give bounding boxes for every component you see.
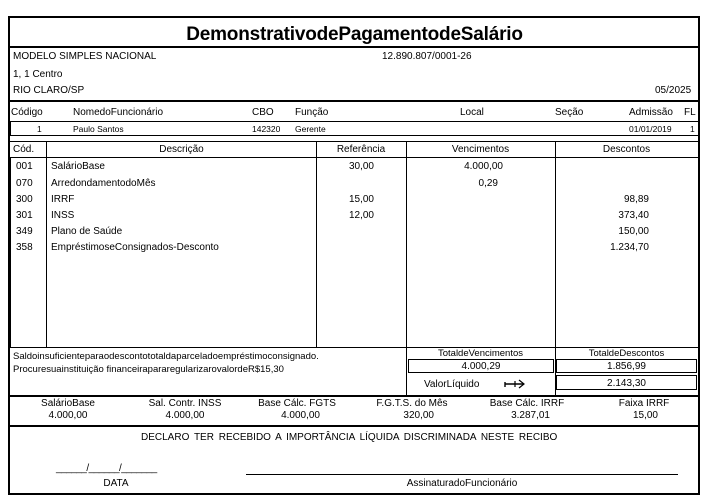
base-value: 4.000,00 (281, 410, 320, 421)
item-descricao: EmpréstimoseConsignados-Desconto (51, 242, 219, 253)
col-nome: NomedoFuncionário (73, 107, 164, 118)
items-header-line (8, 157, 700, 158)
grid-divider (46, 141, 47, 347)
base-label: F.G.T.S. do Mês (376, 398, 448, 409)
item-vencimentos: 0,29 (478, 178, 498, 189)
item-referencia: 30,00 (348, 161, 374, 172)
item-cod: 301 (16, 210, 33, 221)
employee-funcao: Gerente (295, 124, 326, 134)
item-cod: 070 (16, 178, 33, 189)
item-descricao: ArredondamentodoMês (51, 178, 156, 189)
items-top-line (8, 141, 700, 142)
signature-line (246, 474, 678, 475)
col-secao: Seção (555, 107, 584, 118)
item-cod: 349 (16, 226, 33, 237)
base-label: Sal. Contr. INSS (148, 398, 222, 409)
base-label: Faixa IRRF (618, 398, 670, 409)
item-descricao: SalárioBase (51, 161, 105, 172)
employee-codigo: 1 (37, 124, 42, 134)
date-label: DATA (103, 478, 129, 489)
total-descontos-label: TotaldeDescontos (588, 348, 665, 359)
employee-fl: 1 (690, 124, 695, 134)
base-value: 320,00 (403, 410, 434, 421)
employer-name: MODELO SIMPLES NACIONAL (13, 51, 157, 62)
declaration-text: DECLARO TER RECEBIDO A IMPORTÂNCIA LÍQUIDA DISCRIMINADA NESTE RECIBO (141, 432, 558, 443)
employee-nome: Paulo Santos (73, 124, 124, 134)
col-fl: FL (684, 107, 696, 118)
items-col-descontos: Descontos (602, 144, 651, 155)
base-value: 15,00 (632, 410, 658, 421)
item-vencimentos: 4.000,00 (464, 161, 503, 172)
base-value: 3.287,01 (511, 410, 550, 421)
col-codigo: Código (11, 107, 43, 118)
item-descricao: Plano de Saúde (51, 226, 123, 237)
item-cod: 001 (16, 161, 33, 172)
col-cbo: CBO (252, 107, 274, 118)
item-descricao: INSS (51, 210, 75, 221)
arrow-right-icon (503, 378, 529, 390)
base-label: Base Cálc. FGTS (258, 398, 336, 409)
net-value-label: ValorLíquido (424, 379, 480, 390)
items-col-cod: Cód. (13, 144, 35, 155)
employer-cnpj: 12.890.807/0001-26 (382, 51, 472, 62)
base-label: SalárioBase (41, 398, 95, 409)
item-descontos: 1.234,70 (610, 242, 649, 253)
employer-divider (8, 100, 700, 102)
item-descontos: 373,40 (618, 210, 649, 221)
total-vencimentos-value: 4.000,29 (461, 361, 501, 372)
total-vencimentos-label: TotaldeVencimentos (437, 348, 524, 359)
item-cod: 358 (16, 242, 33, 253)
base-value: 4.000,00 (165, 410, 205, 421)
col-local: Local (460, 107, 484, 118)
item-referencia: 12,00 (348, 210, 374, 221)
item-referencia: 15,00 (348, 194, 374, 205)
item-descricao: IRRF (51, 194, 75, 205)
item-descontos: 150,00 (618, 226, 649, 237)
page-title: DemonstrativodePagamentodeSalário (186, 24, 523, 45)
message-line-1: Saldoinsuficienteparaodescontototaldaparceladoempréstimoconsignado. (13, 351, 319, 362)
col-admissao: Admissão (629, 107, 673, 118)
signature-label: AssinaturadoFuncionário (406, 478, 518, 489)
bases-top-line (8, 395, 700, 397)
date-field: ______/______/_______ (56, 463, 157, 474)
title-divider (8, 46, 700, 48)
payment-period: 05/2025 (655, 85, 692, 96)
grid-divider (10, 157, 11, 347)
items-col-referencia: Referência (336, 144, 386, 155)
employee-admissao: 01/01/2019 (629, 124, 672, 134)
item-descontos: 98,89 (623, 194, 649, 205)
payslip-frame (8, 16, 700, 495)
item-cod: 300 (16, 194, 33, 205)
base-value: 4.000,00 (48, 410, 88, 421)
total-descontos-value: 1.856,99 (607, 361, 646, 372)
items-col-descricao: Descrição (159, 144, 204, 155)
base-label: Base Cálc. IRRF (489, 398, 565, 409)
grid-divider (698, 141, 699, 396)
declaration-top-line (8, 425, 700, 427)
items-col-vencimentos: Vencimentos (451, 144, 510, 155)
message-line-2: Procuresuainstituição financeirapararegularizarovalordeR$15,30 (13, 364, 284, 375)
employer-city: RIO CLARO/SP (13, 85, 85, 96)
net-value: 2.143,30 (607, 378, 646, 389)
col-funcao: Função (295, 107, 329, 118)
employer-address: 1, 1 Centro (13, 69, 63, 80)
employee-cbo: 142320 (252, 124, 281, 134)
